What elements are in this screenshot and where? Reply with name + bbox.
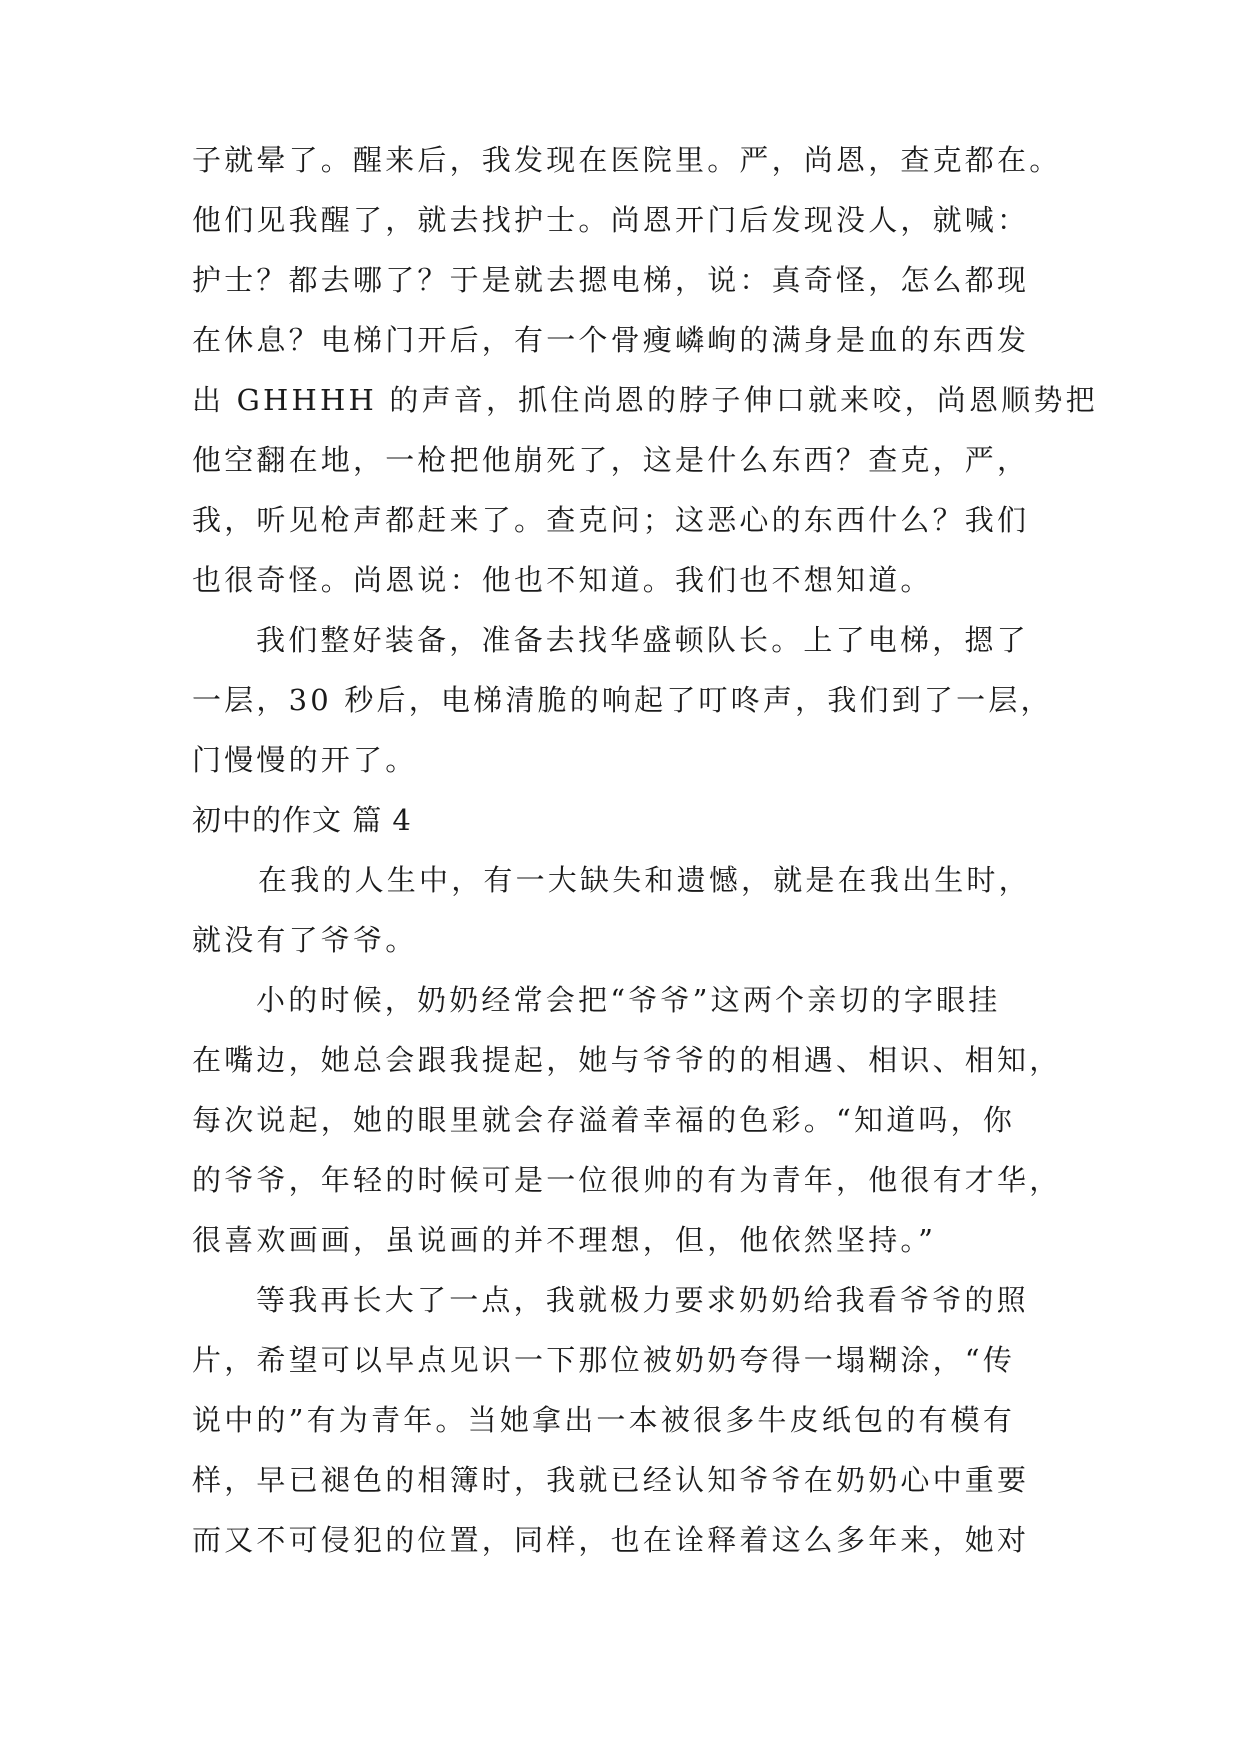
text-line: 说中的”有为青年。当她拿出一本被很多牛皮纸包的有模有	[192, 1403, 1016, 1437]
essay-paragraph-2	[192, 970, 1072, 1270]
text-line: 样，早已褪色的相簿时，我就已经认知爷爷在奶奶心中重要	[192, 1463, 1030, 1497]
text-line: 我，听见枪声都赶来了。查克问；这恶心的东西什么？我们	[192, 503, 1030, 537]
story-paragraph-2	[192, 610, 1072, 790]
text-line: 我们整好装备，准备去找华盛顿队长。上了电梯，摁了	[256, 623, 1029, 657]
essay-paragraph-1	[192, 850, 1072, 970]
text-line: 片，希望可以早点见识一下那位被奶奶夸得一塌糊涂，“传	[192, 1343, 1016, 1377]
text-line: 出 GHHHH 的声音，抓住尚恩的脖子伸口就来咬，尚恩顺势把	[192, 383, 1098, 417]
text-line: 门慢慢的开了。	[192, 743, 418, 777]
text-line: 每次说起，她的眼里就会存溢着幸福的色彩。“知道吗，你	[192, 1103, 1016, 1137]
text-line: 很喜欢画画，虽说画的并不理想，但，他依然坚持。”	[192, 1223, 937, 1257]
text-line: 而又不可侵犯的位置，同样，也在诠释着这么多年来，她对	[192, 1523, 1030, 1557]
section-heading: 初中的作文 篇 4	[192, 803, 412, 837]
text-line: 护士？都去哪了？于是就去摁电梯，说：真奇怪，怎么都现	[192, 263, 1030, 297]
text-line: 他空翻在地，一枪把他崩死了，这是什么东西？查克，严，	[192, 443, 1030, 477]
text-line: 也很奇怪。尚恩说：他也不知道。我们也不想知道。	[192, 563, 933, 597]
essay-paragraph-3	[192, 1270, 1072, 1570]
story-paragraph-1	[192, 130, 1098, 610]
text-line: 在嘴边，她总会跟我提起，她与爷爷的的相遇、相识、相知，	[192, 1043, 1062, 1077]
text-line: 他们见我醒了，就去找护士。尚恩开门后发现没人，就喊：	[192, 203, 1030, 237]
text-line: 就没有了爷爷。	[192, 923, 418, 957]
text-line: 等我再长大了一点，我就极力要求奶奶给我看爷爷的照	[256, 1283, 1029, 1317]
text-line: 小的时候，奶奶经常会把“爷爷”这两个亲切的字眼挂	[256, 983, 1001, 1017]
text-line: 的爷爷，年轻的时候可是一位很帅的有为青年，他很有才华，	[192, 1163, 1062, 1197]
text-line: 子就晕了。醒来后，我发现在医院里。严，尚恩，查克都在。	[192, 143, 1062, 177]
text-line: 在休息？电梯门开后，有一个骨瘦嶙峋的满身是血的东西发	[192, 323, 1030, 357]
text-line: 在我的人生中，有一大缺失和遗憾，就是在我出生时，	[258, 863, 1031, 897]
text-line: 一层，30 秒后，电梯清脆的响起了叮咚声，我们到了一层，	[192, 683, 1053, 717]
